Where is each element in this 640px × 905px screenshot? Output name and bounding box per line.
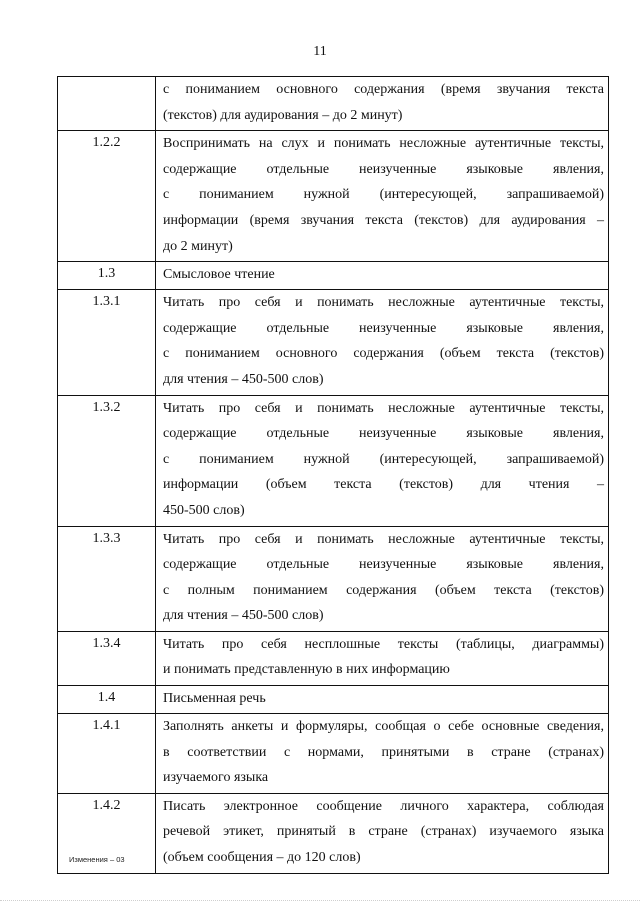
row-description bbox=[156, 131, 609, 262]
footer-revision-note: Изменения – 03 bbox=[69, 855, 125, 864]
text-line: Писать электронное сообщение личного характера, соблюдая bbox=[163, 798, 604, 814]
table-row bbox=[58, 395, 609, 526]
row-description bbox=[156, 395, 609, 526]
table-row bbox=[58, 262, 609, 290]
row-number: 1.4.2 bbox=[58, 793, 156, 873]
row-number: 1.4 bbox=[58, 686, 156, 714]
text-line: для чтения – 450-500 слов) bbox=[163, 608, 324, 624]
row-description bbox=[156, 290, 609, 395]
table-row bbox=[58, 77, 609, 131]
row-description bbox=[156, 686, 609, 714]
text-line: Читать про себя и понимать несложные аутентичные тексты, bbox=[163, 295, 604, 311]
text-line: в соответствии с нормами, принятыми в стране (странах) bbox=[163, 744, 604, 760]
text-line: Читать про себя и понимать несложные аутентичные тексты, bbox=[163, 400, 604, 416]
text-line: изучаемого языка bbox=[163, 770, 269, 786]
text-line: с пониманием нужной (интересующей, запрашиваемой) bbox=[163, 187, 604, 203]
text-line: содержащие отдельные неизученные языковые явления, bbox=[163, 426, 604, 442]
text-line: до 2 минут) bbox=[163, 238, 233, 254]
text-line: содержащие отдельные неизученные языковые явления, bbox=[163, 161, 604, 177]
text-line: с пониманием основного содержания (время звучания текста bbox=[163, 82, 604, 97]
row-number: 1.3.4 bbox=[58, 631, 156, 685]
text-line: с пониманием основного содержания (объем текста (текстов) bbox=[163, 346, 604, 362]
table-row bbox=[58, 714, 609, 794]
table-row bbox=[58, 131, 609, 262]
text-line: Письменная речь bbox=[163, 691, 266, 707]
row-number: 1.2.2 bbox=[58, 131, 156, 262]
row-description bbox=[156, 714, 609, 794]
text-line: с пониманием нужной (интересующей, запрашиваемой) bbox=[163, 451, 604, 467]
text-line: Смысловое чтение bbox=[163, 267, 275, 283]
row-number: 1.3 bbox=[58, 262, 156, 290]
table-row bbox=[58, 526, 609, 631]
row-number: 1.3.2 bbox=[58, 395, 156, 526]
row-description bbox=[156, 526, 609, 631]
row-description bbox=[156, 262, 609, 290]
text-line: содержащие отдельные неизученные языковые явления, bbox=[163, 557, 604, 573]
scan-edge bbox=[0, 900, 640, 905]
page-number: 11 bbox=[313, 44, 327, 59]
table-row bbox=[58, 631, 609, 685]
text-line: 450-500 слов) bbox=[163, 502, 245, 518]
row-number bbox=[58, 77, 156, 131]
text-line: Заполнять анкеты и формуляры, сообщая о себе основные сведения, bbox=[163, 719, 604, 735]
row-description bbox=[156, 793, 609, 873]
row-description bbox=[156, 631, 609, 685]
text-line: информации (время звучания текста (текстов) для аудирования – bbox=[163, 212, 604, 228]
text-line: Воспринимать на слух и понимать несложные аутентичные тексты, bbox=[163, 136, 604, 152]
text-line: для чтения – 450-500 слов) bbox=[163, 371, 324, 387]
text-line: (текстов) для аудирования – до 2 минут) bbox=[163, 107, 403, 123]
row-description bbox=[156, 77, 609, 131]
row-number: 1.4.1 bbox=[58, 714, 156, 794]
text-line: (объем сообщения – до 120 слов) bbox=[163, 850, 361, 866]
requirements-table bbox=[57, 76, 609, 874]
row-number: 1.3.3 bbox=[58, 526, 156, 631]
text-line: с полным пониманием содержания (объем текста (текстов) bbox=[163, 582, 604, 598]
row-number: 1.3.1 bbox=[58, 290, 156, 395]
text-line: содержащие отдельные неизученные языковые явления, bbox=[163, 320, 604, 336]
table-row bbox=[58, 686, 609, 714]
table-row bbox=[58, 290, 609, 395]
text-line: информации (объем текста (текстов) для чтения – bbox=[163, 477, 604, 493]
text-line: речевой этикет, принятый в стране (странах) изучаемого языка bbox=[163, 824, 604, 840]
table-row bbox=[58, 793, 609, 873]
text-line: и понимать представленную в них информацию bbox=[163, 662, 450, 678]
text-line: Читать про себя несплошные тексты (таблицы, диаграммы) bbox=[163, 636, 604, 652]
text-line: Читать про себя и понимать несложные аутентичные тексты, bbox=[163, 531, 604, 547]
